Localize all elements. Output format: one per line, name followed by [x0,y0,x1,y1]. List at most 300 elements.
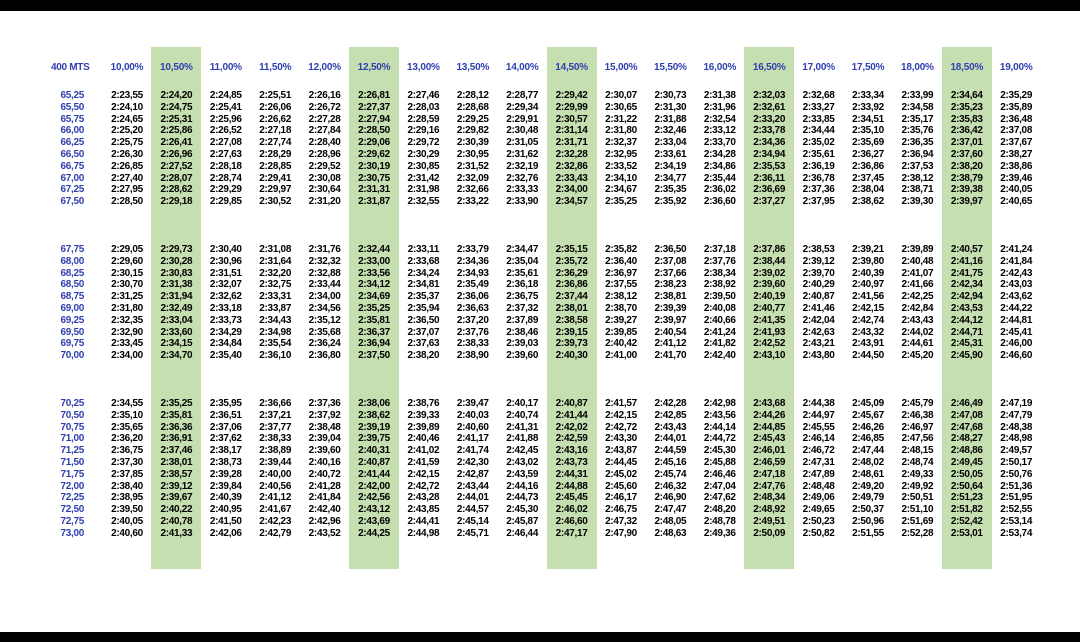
table-cell: 2:34,44 [802,125,835,137]
table-cell: 2:51,10 [901,504,934,516]
table-cell: 2:50,82 [802,527,835,539]
table-cell: 2:39,44 [259,457,292,468]
table-cell: 2:38,86 [1000,160,1033,172]
table-cell: 2:44,12 [950,314,983,326]
table-cell: 2:39,04 [308,433,341,445]
column-header: 13,50% [456,62,490,73]
table-cell: 2:31,22 [605,113,637,125]
table-cell: 2:48,20 [703,504,736,516]
table-cell: 2:33,34 [852,90,884,101]
table-cell: 2:27,84 [308,125,341,137]
table-cell: 2:31,96 [703,101,736,113]
table-cell: 2:32,54 [703,113,736,125]
table-cell: 2:36,35 [901,137,934,149]
table-cell: 2:47,76 [753,480,786,492]
table-cell: 2:38,58 [555,314,588,326]
table-cell: 2:44,88 [555,480,588,492]
table-cell: 2:38,04 [852,184,884,196]
table-cell: 2:27,94 [358,113,390,125]
table-cell: 2:32,88 [308,267,341,279]
table-cell: 2:51,69 [901,516,934,527]
table-cell: 2:28,29 [259,149,292,160]
table-cell: 2:41,84 [308,492,341,504]
table-cell: 2:41,88 [506,433,539,445]
table-cell: 2:50,17 [1000,457,1033,468]
table-cell: 2:37,63 [407,338,440,350]
table-cell: 2:50,05 [950,468,983,480]
table-cell: 2:46,75 [605,504,637,516]
table-cell: 2:36,91 [160,433,193,445]
table-cell: 2:34,86 [703,160,736,172]
table-cell: 2:29,16 [407,125,440,137]
table-cell: 2:40,72 [308,468,341,480]
row-label: 68,25 [60,267,84,279]
table-cell: 2:35,40 [209,350,242,362]
table-cell: 2:39,47 [456,398,489,409]
table-cell: 2:34,77 [654,172,687,184]
table-cell: 2:46,26 [852,421,884,433]
table-cell: 2:31,14 [555,125,588,137]
table-cell: 2:39,15 [555,326,588,338]
table-cell: 2:40,29 [802,279,835,291]
column-header: 16,50% [752,62,786,73]
table-cell: 2:39,80 [852,255,884,267]
table-cell: 2:38,57 [160,468,193,480]
table-cell: 2:33,22 [456,196,489,208]
table-cell: 2:51,95 [1000,492,1033,504]
table-cell: 2:36,18 [506,279,539,291]
table-cell: 2:28,77 [506,90,539,101]
table-cell: 2:33,68 [407,255,440,267]
table-cell: 2:34,00 [308,291,341,303]
table-cell: 2:26,85 [111,160,143,172]
table-cell: 2:38,90 [456,350,489,362]
table-cell: 2:34,47 [506,244,539,255]
table-cell: 2:40,60 [456,421,489,433]
table-cell: 2:44,31 [555,468,588,480]
table-cell: 2:42,96 [308,516,341,527]
table-cell: 2:37,85 [111,468,143,480]
table-cell: 2:38,70 [605,303,637,314]
table-cell: 2:35,69 [852,137,884,149]
table-cell: 2:26,16 [308,90,341,101]
table-cell: 2:24,75 [160,101,193,113]
table-cell: 2:38,33 [456,338,489,350]
table-cell: 2:30,95 [456,149,489,160]
table-cell: 2:35,83 [950,113,983,125]
row-label: 68,00 [60,255,84,267]
table-cell: 2:31,08 [259,244,292,255]
table-cell: 2:44,38 [802,398,835,409]
table-cell: 2:42,79 [259,527,292,539]
table-cell: 2:38,79 [950,172,983,184]
table-cell: 2:34,10 [605,172,637,184]
table-cell: 2:40,39 [852,267,884,279]
table-cell: 2:37,53 [901,160,934,172]
table-cell: 2:42,40 [308,504,341,516]
table-cell: 2:35,25 [358,303,390,314]
column-header: 13,00% [407,62,440,73]
table-cell: 2:42,94 [950,291,983,303]
table-cell: 2:47,08 [950,409,983,421]
table-cell: 2:46,97 [901,421,934,433]
row-label: 66,50 [60,149,84,160]
table-cell: 2:41,17 [456,433,489,445]
table-cell: 2:36,69 [753,184,786,196]
table-cell: 2:28,68 [456,101,489,113]
row-label: 66,75 [60,160,84,172]
table-cell: 2:49,20 [852,480,884,492]
table-cell: 2:49,65 [802,504,835,516]
table-cell: 2:49,79 [852,492,884,504]
row-label: 72,50 [60,504,84,516]
table-cell: 2:33,85 [802,113,835,125]
table-cell: 2:37,76 [703,255,736,267]
table-cell: 2:43,30 [605,433,637,445]
table-cell: 2:34,67 [605,184,637,196]
table-cell: 2:39,28 [209,468,242,480]
table-cell: 2:43,68 [753,398,786,409]
table-cell: 2:36,48 [1000,113,1033,125]
table-cell: 2:41,12 [259,492,292,504]
column-header: 19,00% [999,62,1033,73]
table-cell: 2:35,61 [802,149,835,160]
table-cell: 2:42,15 [407,468,440,480]
table-cell: 2:37,50 [358,350,390,362]
row-label: 70,50 [60,409,84,421]
table-cell: 2:42,15 [605,409,637,421]
table-cell: 2:34,64 [950,90,983,101]
table-cell: 2:45,20 [901,350,934,362]
column-header: 10,00% [110,62,144,73]
table-cell: 2:39,38 [950,184,983,196]
table-cell: 2:34,36 [753,137,786,149]
table-cell: 2:38,73 [209,457,242,468]
table-cell: 2:39,03 [506,338,539,350]
table-cell: 2:47,32 [605,516,637,527]
row-label: 66,25 [60,137,84,149]
table-cell: 2:36,37 [358,326,390,338]
table-cell: 2:36,80 [308,350,341,362]
table-cell: 2:32,37 [605,137,637,149]
table-cell: 2:47,04 [703,480,736,492]
table-cell: 2:34,81 [407,279,440,291]
table-cell: 2:35,81 [160,409,193,421]
table-cell: 2:33,43 [555,172,588,184]
table-cell: 2:36,63 [456,303,489,314]
table-cell: 2:32,09 [456,172,489,184]
table-cell: 2:43,80 [802,350,835,362]
table-cell: 2:34,24 [407,267,440,279]
table-cell: 2:30,70 [111,279,143,291]
table-cell: 2:35,95 [209,398,242,409]
table-cell: 2:33,73 [209,314,242,326]
table-cell: 2:31,76 [308,244,341,255]
table-cell: 2:53,01 [950,527,983,539]
table-cell: 2:32,76 [506,172,539,184]
table-cell: 2:28,18 [209,160,242,172]
table-cell: 2:35,23 [950,101,983,113]
table-cell: 2:36,50 [407,314,440,326]
table-cell: 2:44,57 [456,504,489,516]
row-label: 72,00 [60,480,84,492]
table-cell: 2:44,73 [506,492,539,504]
table-cell: 2:41,16 [950,255,983,267]
table-cell: 2:41,44 [555,409,588,421]
table-cell: 2:30,83 [160,267,193,279]
table-cell: 2:48,02 [852,457,884,468]
table-cell: 2:46,85 [852,433,884,445]
table-cell: 2:40,31 [358,445,390,457]
table-cell: 2:34,12 [358,279,390,291]
table-cell: 2:33,27 [802,101,835,113]
table-cell: 2:36,50 [654,244,687,255]
table-cell: 2:40,48 [901,255,934,267]
table-cell: 2:46,00 [1000,338,1033,350]
table-cell: 2:43,12 [358,504,390,516]
table-cell: 2:35,53 [753,160,786,172]
table-cell: 2:36,51 [209,409,242,421]
table-cell: 2:36,60 [703,196,736,208]
table-cell: 2:36,02 [703,184,736,196]
table-cell: 2:38,71 [901,184,934,196]
table-cell: 2:37,20 [456,314,489,326]
table-cell: 2:27,28 [308,113,341,125]
table-cell: 2:24,20 [160,90,193,101]
table-cell: 2:29,85 [209,196,242,208]
table-cell: 2:32,90 [111,326,143,338]
table-cell: 2:45,43 [753,433,786,445]
column-header: 15,50% [654,62,687,73]
table-cell: 2:44,61 [901,338,934,350]
table-cell: 2:49,92 [901,480,934,492]
table-cell: 2:36,36 [160,421,193,433]
table-cell: 2:36,66 [259,398,292,409]
table-cell: 2:52,55 [1000,504,1033,516]
table-cell: 2:39,75 [358,433,390,445]
table-cell: 2:41,35 [753,314,786,326]
table-cell: 2:40,22 [160,504,193,516]
table-cell: 2:31,64 [259,255,292,267]
table-cell: 2:40,66 [703,314,736,326]
table-cell: 2:37,01 [950,137,983,149]
table-cell: 2:29,97 [259,184,292,196]
table-cell: 2:36,97 [605,267,637,279]
table-cell: 2:36,75 [111,445,143,457]
table-cell: 2:37,67 [1000,137,1033,149]
table-cell: 2:35,89 [1000,101,1033,113]
table-cell: 2:42,43 [1000,267,1033,279]
table-cell: 2:36,29 [555,267,588,279]
table-cell: 2:34,43 [259,314,292,326]
table-cell: 2:47,31 [802,457,835,468]
table-cell: 2:32,28 [555,149,588,160]
table-cell: 2:38,34 [703,267,736,279]
table-cell: 2:34,98 [259,326,292,338]
table-cell: 2:32,49 [160,303,193,314]
table-cell: 2:42,52 [753,338,786,350]
table-cell: 2:36,42 [950,125,983,137]
table-cell: 2:39,89 [901,244,934,255]
table-cell: 2:33,99 [901,90,934,101]
table-cell: 2:24,10 [111,101,143,113]
table-cell: 2:30,64 [308,184,341,196]
table-cell: 2:28,12 [456,90,489,101]
table-cell: 2:40,60 [111,527,143,539]
table-cell: 2:37,06 [209,421,242,433]
table-cell: 2:28,59 [407,113,440,125]
table-cell: 2:30,73 [654,90,687,101]
table-cell: 2:42,30 [456,457,489,468]
table-cell: 2:38,48 [308,421,341,433]
table-cell: 2:50,23 [802,516,835,527]
table-cell: 2:49,33 [901,468,934,480]
table-cell: 2:31,30 [654,101,687,113]
table-cell: 2:44,72 [703,433,736,445]
table-cell: 2:35,02 [802,137,835,149]
table-cell: 2:51,55 [852,527,884,539]
table-cell: 2:29,73 [160,244,193,255]
table-cell: 2:39,30 [901,196,934,208]
table-cell: 2:27,08 [209,137,242,149]
table-cell: 2:46,49 [950,398,983,409]
table-cell: 2:40,78 [160,516,193,527]
column-header: 18,50% [950,62,984,73]
table-cell: 2:48,74 [901,457,934,468]
table-cell: 2:45,41 [1000,326,1033,338]
table-cell: 2:43,32 [852,326,884,338]
table-cell: 2:40,54 [654,326,687,338]
table-cell: 2:36,11 [753,172,785,184]
table-cell: 2:34,70 [160,350,193,362]
table-cell: 2:49,45 [950,457,983,468]
row-label: 70,00 [60,350,84,362]
table-cell: 2:52,28 [901,527,934,539]
table-cell: 2:42,85 [654,409,687,421]
table-cell: 2:38,01 [555,303,588,314]
table-cell: 2:41,24 [703,326,736,338]
table-cell: 2:43,03 [1000,279,1033,291]
column-header: 15,00% [604,62,638,73]
table-cell: 2:40,03 [456,409,489,421]
table-cell: 2:42,72 [407,480,440,492]
table-cell: 2:46,32 [654,480,687,492]
table-cell: 2:43,53 [950,303,983,314]
table-cell: 2:29,06 [358,137,390,149]
table-cell: 2:29,41 [259,172,292,184]
row-label: 71,50 [60,457,84,468]
row-label: 67,50 [60,196,84,208]
table-cell: 2:38,01 [160,457,193,468]
table-cell: 2:41,67 [259,504,292,516]
table-cell: 2:44,97 [802,409,835,421]
table-cell: 2:25,51 [259,90,292,101]
table-cell: 2:43,59 [506,468,539,480]
table-cell: 2:42,56 [358,492,390,504]
table-cell: 2:35,29 [1000,90,1033,101]
column-header: 10,50% [160,62,193,73]
table-cell: 2:44,22 [1000,303,1033,314]
table-cell: 2:44,01 [654,433,687,445]
table-cell: 2:37,18 [703,244,736,255]
table-cell: 2:44,98 [407,527,440,539]
table-cell: 2:26,81 [358,90,390,101]
table-cell: 2:30,39 [456,137,489,149]
table-cell: 2:46,59 [753,457,786,468]
table-cell: 2:52,42 [950,516,983,527]
table-cell: 2:36,10 [259,350,292,362]
table-cell: 2:30,52 [259,196,292,208]
table-cell: 2:38,44 [753,255,786,267]
column-header: 11,00% [209,62,242,73]
table-cell: 2:36,20 [111,433,143,445]
table-cell: 2:45,88 [703,457,736,468]
table-cell: 2:33,90 [506,196,539,208]
table-cell: 2:44,59 [654,445,687,457]
table-cell: 2:45,79 [901,398,934,409]
column-header: 17,50% [851,62,885,73]
table-cell: 2:35,61 [506,267,539,279]
table-cell: 2:31,71 [555,137,588,149]
table-cell: 2:39,67 [160,492,193,504]
table-cell: 2:41,00 [605,350,637,362]
table-cell: 2:44,85 [753,421,786,433]
table-cell: 2:40,08 [703,303,736,314]
table-cell: 2:32,61 [753,101,786,113]
table-cell: 2:48,98 [1000,433,1033,445]
table-cell: 2:39,73 [555,338,588,350]
table-cell: 2:44,01 [456,492,489,504]
table-cell: 2:42,98 [703,398,736,409]
table-cell: 2:35,49 [456,279,489,291]
table-cell: 2:31,51 [209,267,242,279]
table-cell: 2:33,60 [160,326,193,338]
table-cell: 2:49,51 [753,516,786,527]
table-cell: 2:39,33 [407,409,440,421]
table-cell: 2:35,44 [703,172,736,184]
table-cell: 2:28,74 [209,172,242,184]
table-cell: 2:34,19 [654,160,687,172]
table-cell: 2:34,51 [852,113,884,125]
table-cell: 2:32,62 [209,291,242,303]
table-cell: 2:35,12 [308,314,341,326]
table-cell: 2:43,43 [901,314,934,326]
table-cell: 2:40,19 [753,291,786,303]
row-label: 65,50 [60,101,84,113]
table-cell: 2:34,69 [358,291,390,303]
table-cell: 2:33,44 [308,279,341,291]
table-cell: 2:33,56 [358,267,390,279]
column-header: 11,50% [259,62,292,73]
table-cell: 2:39,50 [111,504,143,516]
table-cell: 2:26,06 [259,101,292,113]
table-cell: 2:38,06 [358,398,390,409]
table-cell: 2:28,96 [308,149,341,160]
column-header: 18,00% [901,62,934,73]
row-label: 70,25 [60,398,84,409]
table-cell: 2:33,61 [654,149,687,160]
table-cell: 2:38,89 [259,445,292,457]
table-cell: 2:30,19 [358,160,390,172]
table-cell: 2:37,46 [160,445,193,457]
table-cell: 2:35,25 [605,196,637,208]
table-cell: 2:45,14 [456,516,489,527]
table-cell: 2:46,01 [753,445,786,457]
table-cell: 2:48,78 [703,516,736,527]
table-cell: 2:47,62 [703,492,736,504]
table-cell: 2:29,82 [456,125,489,137]
table-cell: 2:41,07 [901,267,934,279]
